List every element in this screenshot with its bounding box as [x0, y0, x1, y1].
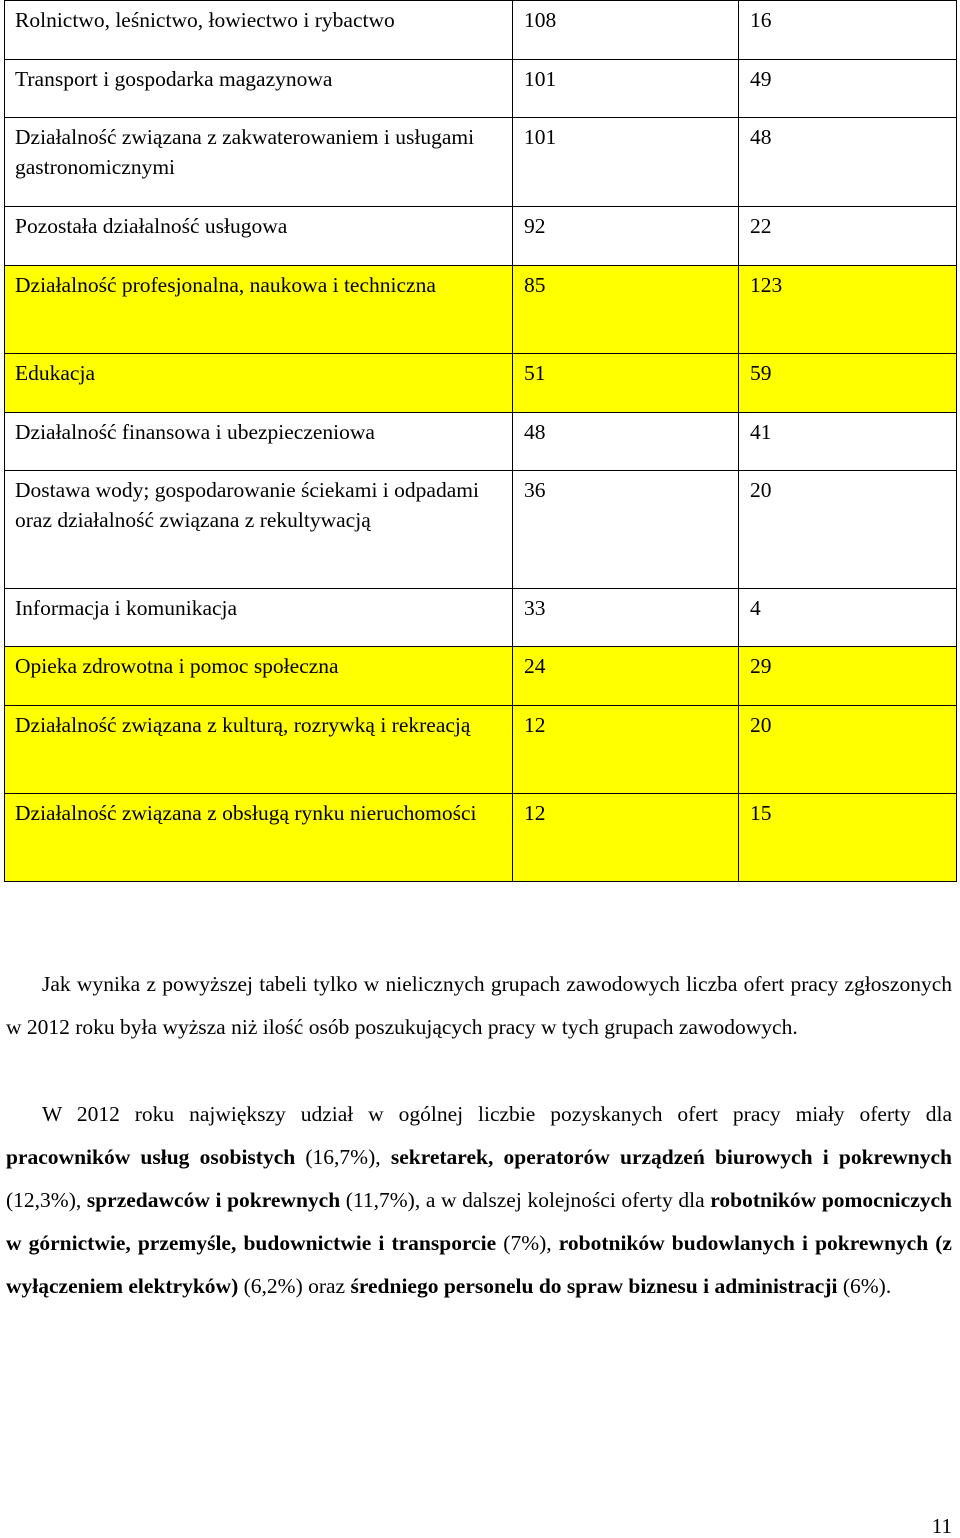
table-cell-value: 33 — [513, 589, 739, 647]
table-cell-value: 20 — [739, 706, 957, 794]
table-cell-value: 20 — [739, 471, 957, 589]
occupation-highlight: sprzedawców i pokrewnych — [86, 1188, 341, 1212]
table-cell-value: 59 — [739, 354, 957, 413]
paragraph-text: (7%), — [496, 1231, 559, 1255]
table-row — [5, 413, 957, 471]
table-cell-value: 123 — [739, 266, 957, 354]
table-row — [5, 589, 957, 647]
summary-paragraph — [6, 963, 952, 1049]
table-cell-value: 48 — [739, 118, 957, 207]
occupation-highlight: pracowników usług osobistych — [6, 1145, 296, 1169]
occupation-highlight: robotników pomocniczych w górnictwie, przemyśle, budownictwie i transporcie — [6, 1188, 952, 1255]
table-cell-label: Działalność związana z kulturą, rozrywką i rekreacją — [5, 706, 513, 794]
occupation-highlight: robotników budowlanych i pokrewnych (z wyłączeniem elektryków) — [6, 1231, 952, 1298]
occupation-offers-table — [4, 0, 957, 882]
table-row — [5, 266, 957, 354]
paragraph-text: (6,2%) oraz — [238, 1274, 351, 1298]
table-cell-label: Dostawa wody; gospodarowanie ściekami i odpadami oraz działalność związana z rekultywacją — [5, 471, 513, 589]
table-row — [5, 60, 957, 118]
table-cell-label: Pozostała działalność usługowa — [5, 207, 513, 266]
paragraph-text: (12,3%), — [6, 1188, 87, 1212]
table-cell-value: 101 — [513, 118, 739, 207]
table-cell-value: 12 — [513, 706, 739, 794]
table-cell-value: 12 — [513, 794, 739, 882]
paragraph-text: (6%). — [837, 1274, 892, 1298]
table-cell-value: 48 — [513, 413, 739, 471]
table-cell-value: 15 — [739, 794, 957, 882]
table-cell-value: 22 — [739, 207, 957, 266]
table-cell-value: 49 — [739, 60, 957, 118]
table-cell-value: 36 — [513, 471, 739, 589]
table-cell-label: Opieka zdrowotna i pomoc społeczna — [5, 647, 513, 706]
table-row — [5, 471, 957, 589]
table-cell-label: Edukacja — [5, 354, 513, 413]
occupation-highlight: średniego personelu do spraw biznesu i administracji — [350, 1274, 838, 1298]
table-row — [5, 1, 957, 60]
table-cell-label: Działalność profesjonalna, naukowa i techniczna — [5, 266, 513, 354]
table-cell-value: 92 — [513, 207, 739, 266]
paragraph-text: W 2012 roku największy udział w ogólnej liczbie pozyskanych ofert pracy miały oferty dla — [42, 1102, 952, 1126]
page-number: 11 — [931, 1514, 952, 1538]
table-row — [5, 794, 957, 882]
paragraph-text: (11,7%), a w dalszej kolejności oferty dla — [340, 1188, 711, 1212]
table-cell-value: 101 — [513, 60, 739, 118]
table-row — [5, 647, 957, 706]
occupation-highlight: sekretarek, operatorów urządzeń biurowych i pokrewnych — [390, 1145, 952, 1169]
table-cell-value: 85 — [513, 266, 739, 354]
table-cell-label: Rolnictwo, leśnictwo, łowiectwo i rybactwo — [5, 1, 513, 60]
offers-share-paragraph — [6, 1093, 952, 1308]
table-cell-value: 16 — [739, 1, 957, 60]
paragraph-text: (16,7%), — [295, 1145, 391, 1169]
table-row — [5, 118, 957, 207]
table-cell-value: 4 — [739, 589, 957, 647]
table-cell-value: 108 — [513, 1, 739, 60]
table-cell-label: Działalność związana z zakwaterowaniem i usługami gastronomicznymi — [5, 118, 513, 207]
table-cell-value: 51 — [513, 354, 739, 413]
table-cell-value: 29 — [739, 647, 957, 706]
table-cell-value: 41 — [739, 413, 957, 471]
table-cell-label: Transport i gospodarka magazynowa — [5, 60, 513, 118]
paragraph-text: Jak wynika z powyższej tabeli tylko w nielicznych grupach zawodowych liczba ofert pracy zgłoszonych w 2012 roku była wyższa niż ilość osób poszukujących pracy w tych grupach zawodowych. — [6, 972, 952, 1039]
table-cell-value: 24 — [513, 647, 739, 706]
table-cell-label: Informacja i komunikacja — [5, 589, 513, 647]
table-row — [5, 354, 957, 413]
table-cell-label: Działalność finansowa i ubezpieczeniowa — [5, 413, 513, 471]
table-row — [5, 706, 957, 794]
table-row — [5, 207, 957, 266]
table-cell-label: Działalność związana z obsługą rynku nieruchomości — [5, 794, 513, 882]
